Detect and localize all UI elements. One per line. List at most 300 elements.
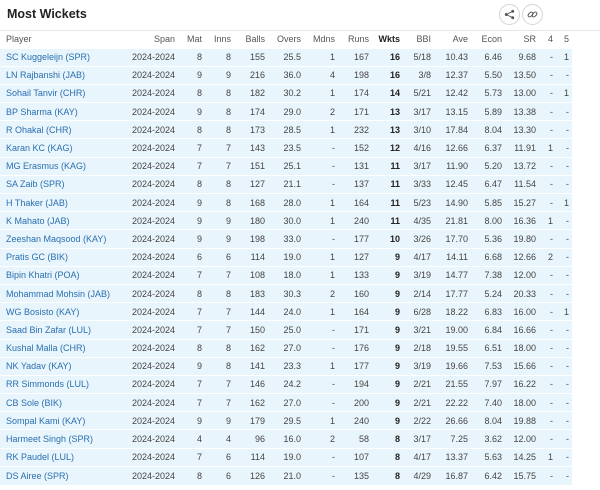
economy-cell: 7.53 <box>471 357 505 375</box>
matches-cell: 7 <box>178 375 205 393</box>
player-name-cell[interactable]: Zeeshan Maqsood (KAY) <box>0 230 128 248</box>
five-wicket-hauls-cell: - <box>556 448 572 466</box>
runs-cell: 107 <box>338 448 372 466</box>
strike-rate-cell: 15.75 <box>505 466 539 484</box>
runs-cell: 171 <box>338 103 372 121</box>
span-cell: 2024-2024 <box>128 266 178 284</box>
player-name-cell[interactable]: RR Simmonds (LUL) <box>0 375 128 393</box>
innings-cell: 7 <box>205 375 234 393</box>
maidens-cell: 4 <box>304 66 338 84</box>
column-header-five-wickets[interactable]: 5 <box>563 34 569 45</box>
matches-cell: 7 <box>178 303 205 321</box>
wickets-cell: 10 <box>372 230 403 248</box>
balls-cell: 146 <box>234 375 268 393</box>
matches-cell: 7 <box>178 394 205 412</box>
matches-cell: 9 <box>178 357 205 375</box>
economy-cell: 7.38 <box>471 266 505 284</box>
column-header-econ[interactable]: Econ <box>481 34 502 45</box>
best-bowling-cell: 4/17 <box>403 248 434 266</box>
average-cell: 16.87 <box>434 466 471 484</box>
balls-cell: 182 <box>234 84 268 102</box>
maidens-cell: 2 <box>304 103 338 121</box>
strike-rate-cell: 18.00 <box>505 339 539 357</box>
runs-cell: 160 <box>338 284 372 302</box>
strike-rate-cell: 19.88 <box>505 412 539 430</box>
table-row <box>0 175 572 193</box>
four-wicket-hauls-cell: - <box>539 66 556 84</box>
span-cell: 2024-2024 <box>128 303 178 321</box>
wickets-table <box>0 31 572 485</box>
best-bowling-cell: 4/35 <box>403 212 434 230</box>
economy-cell: 6.51 <box>471 339 505 357</box>
player-name-cell[interactable]: Saad Bin Zafar (LUL) <box>0 321 128 339</box>
five-wicket-hauls-cell: - <box>556 157 572 175</box>
runs-cell: 133 <box>338 266 372 284</box>
average-cell: 11.90 <box>434 157 471 175</box>
matches-cell: 7 <box>178 266 205 284</box>
span-cell: 2024-2024 <box>128 66 178 84</box>
column-header-span[interactable]: Span <box>153 34 175 45</box>
wickets-cell: 9 <box>372 266 403 284</box>
balls-cell: 108 <box>234 266 268 284</box>
table-body <box>0 48 572 485</box>
matches-cell: 8 <box>178 84 205 102</box>
span-cell: 2024-2024 <box>128 466 178 484</box>
matches-cell: 8 <box>178 339 205 357</box>
span-cell: 2024-2024 <box>128 194 178 212</box>
matches-cell: 9 <box>178 212 205 230</box>
table-row <box>0 103 572 121</box>
average-cell: 21.55 <box>434 375 471 393</box>
wickets-cell: 8 <box>372 466 403 484</box>
span-cell: 2024-2024 <box>128 375 178 393</box>
overs-cell: 21.1 <box>268 175 304 193</box>
best-bowling-cell: 3/26 <box>403 230 434 248</box>
five-wicket-hauls-cell: - <box>556 430 572 448</box>
span-cell: 2024-2024 <box>128 248 178 266</box>
player-name-cell[interactable]: Pratis GC (BIK) <box>0 248 128 266</box>
span-cell: 2024-2024 <box>128 430 178 448</box>
table-row <box>0 357 572 375</box>
overs-cell: 29.5 <box>268 412 304 430</box>
four-wicket-hauls-cell: 1 <box>539 212 556 230</box>
economy-cell: 5.36 <box>471 230 505 248</box>
balls-cell: 151 <box>234 157 268 175</box>
overs-cell: 30.0 <box>268 212 304 230</box>
wickets-cell: 16 <box>372 66 403 84</box>
innings-cell: 8 <box>205 103 234 121</box>
runs-cell: 176 <box>338 339 372 357</box>
wickets-cell: 9 <box>372 321 403 339</box>
page-title: Most Wickets <box>7 7 87 21</box>
innings-cell: 9 <box>205 212 234 230</box>
balls-cell: 180 <box>234 212 268 230</box>
runs-cell: 135 <box>338 466 372 484</box>
runs-cell: 171 <box>338 321 372 339</box>
four-wicket-hauls-cell: - <box>539 412 556 430</box>
best-bowling-cell: 2/14 <box>403 284 434 302</box>
economy-cell: 5.89 <box>471 103 505 121</box>
runs-cell: 127 <box>338 248 372 266</box>
overs-cell: 28.5 <box>268 121 304 139</box>
average-cell: 26.66 <box>434 412 471 430</box>
matches-cell: 6 <box>178 248 205 266</box>
innings-cell: 8 <box>205 175 234 193</box>
wickets-cell: 9 <box>372 357 403 375</box>
average-cell: 14.77 <box>434 266 471 284</box>
five-wicket-hauls-cell: - <box>556 357 572 375</box>
economy-cell: 6.68 <box>471 248 505 266</box>
column-header-runs[interactable]: Runs <box>347 34 369 45</box>
five-wicket-hauls-cell: - <box>556 66 572 84</box>
maidens-cell: 1 <box>304 121 338 139</box>
best-bowling-cell: 2/21 <box>403 394 434 412</box>
innings-cell: 7 <box>205 303 234 321</box>
innings-cell: 7 <box>205 321 234 339</box>
share-icon <box>504 9 515 20</box>
player-name-cell[interactable]: Mohammad Mohsin (JAB) <box>0 284 128 302</box>
maidens-cell: - <box>304 448 338 466</box>
innings-cell: 6 <box>205 466 234 484</box>
strike-rate-cell: 11.54 <box>505 175 539 193</box>
five-wicket-hauls-cell: 1 <box>556 303 572 321</box>
four-wicket-hauls-cell: - <box>539 430 556 448</box>
economy-cell: 6.84 <box>471 321 505 339</box>
table-row <box>0 430 572 448</box>
balls-cell: 144 <box>234 303 268 321</box>
maidens-cell: 1 <box>304 84 338 102</box>
table-row <box>0 394 572 412</box>
innings-cell: 7 <box>205 139 234 157</box>
innings-cell: 7 <box>205 394 234 412</box>
five-wicket-hauls-cell: - <box>556 394 572 412</box>
five-wicket-hauls-cell: - <box>556 266 572 284</box>
average-cell: 14.11 <box>434 248 471 266</box>
overs-cell: 19.0 <box>268 248 304 266</box>
best-bowling-cell: 4/29 <box>403 466 434 484</box>
four-wicket-hauls-cell: - <box>539 84 556 102</box>
innings-cell: 8 <box>205 48 234 66</box>
table-row <box>0 66 572 84</box>
player-name-cell[interactable]: Sompal Kami (KAY) <box>0 412 128 430</box>
player-name-cell[interactable]: Karan KC (KAG) <box>0 139 128 157</box>
link-icon <box>527 9 538 20</box>
span-cell: 2024-2024 <box>128 357 178 375</box>
copy-link-button[interactable] <box>522 4 543 25</box>
four-wicket-hauls-cell: - <box>539 284 556 302</box>
strike-rate-cell: 16.22 <box>505 375 539 393</box>
overs-cell: 25.1 <box>268 157 304 175</box>
wickets-cell: 13 <box>372 103 403 121</box>
matches-cell: 4 <box>178 430 205 448</box>
innings-cell: 8 <box>205 194 234 212</box>
column-header-mdns[interactable]: Mdns <box>312 34 335 45</box>
average-cell: 19.00 <box>434 321 471 339</box>
matches-cell: 9 <box>178 66 205 84</box>
matches-cell: 9 <box>178 103 205 121</box>
overs-cell: 30.3 <box>268 284 304 302</box>
four-wicket-hauls-cell: - <box>539 321 556 339</box>
column-header-sr[interactable]: SR <box>523 34 536 45</box>
maidens-cell: - <box>304 157 338 175</box>
economy-cell: 7.97 <box>471 375 505 393</box>
average-cell: 22.22 <box>434 394 471 412</box>
average-cell: 21.81 <box>434 212 471 230</box>
table-row <box>0 194 572 212</box>
strike-rate-cell: 13.50 <box>505 66 539 84</box>
overs-cell: 27.0 <box>268 394 304 412</box>
strike-rate-cell: 16.66 <box>505 321 539 339</box>
best-bowling-cell: 5/23 <box>403 194 434 212</box>
player-name-cell[interactable]: K Mahato (JAB) <box>0 212 128 230</box>
average-cell: 12.37 <box>434 66 471 84</box>
player-name-cell[interactable]: RK Paudel (LUL) <box>0 448 128 466</box>
wickets-cell: 12 <box>372 139 403 157</box>
player-name-cell[interactable]: BP Sharma (KAY) <box>0 103 128 121</box>
runs-cell: 174 <box>338 84 372 102</box>
overs-cell: 18.0 <box>268 266 304 284</box>
five-wicket-hauls-cell: - <box>556 466 572 484</box>
matches-cell: 8 <box>178 121 205 139</box>
maidens-cell: 2 <box>304 430 338 448</box>
four-wicket-hauls-cell: - <box>539 375 556 393</box>
runs-cell: 131 <box>338 157 372 175</box>
table-row <box>0 339 572 357</box>
innings-cell: 9 <box>205 412 234 430</box>
innings-cell: 8 <box>205 357 234 375</box>
overs-cell: 21.0 <box>268 466 304 484</box>
player-name-cell[interactable]: Kushal Malla (CHR) <box>0 339 128 357</box>
column-header-player[interactable]: Player <box>6 34 32 45</box>
matches-cell: 8 <box>178 284 205 302</box>
player-name-cell[interactable]: WG Bosisto (KAY) <box>0 303 128 321</box>
player-name-cell[interactable]: Bipin Khatri (POA) <box>0 266 128 284</box>
maidens-cell: 1 <box>304 303 338 321</box>
runs-cell: 137 <box>338 175 372 193</box>
table-row <box>0 157 572 175</box>
overs-cell: 30.2 <box>268 84 304 102</box>
strike-rate-cell: 12.00 <box>505 430 539 448</box>
column-header-bbi[interactable]: BBI <box>416 34 431 45</box>
innings-cell: 4 <box>205 430 234 448</box>
average-cell: 13.15 <box>434 103 471 121</box>
balls-cell: 162 <box>234 339 268 357</box>
overs-cell: 25.0 <box>268 321 304 339</box>
maidens-cell: - <box>304 339 338 357</box>
table-header-row <box>0 31 572 48</box>
overs-cell: 24.0 <box>268 303 304 321</box>
five-wicket-hauls-cell: 1 <box>556 194 572 212</box>
table-row <box>0 212 572 230</box>
best-bowling-cell: 5/21 <box>403 84 434 102</box>
balls-cell: 173 <box>234 121 268 139</box>
player-name-cell[interactable]: H Thaker (JAB) <box>0 194 128 212</box>
strike-rate-cell: 15.66 <box>505 357 539 375</box>
four-wicket-hauls-cell: - <box>539 48 556 66</box>
span-cell: 2024-2024 <box>128 321 178 339</box>
maidens-cell: - <box>304 230 338 248</box>
wickets-cell: 9 <box>372 339 403 357</box>
player-name-cell[interactable]: SA Zaib (SPR) <box>0 175 128 193</box>
best-bowling-cell: 4/16 <box>403 139 434 157</box>
best-bowling-cell: 3/33 <box>403 175 434 193</box>
average-cell: 12.66 <box>434 139 471 157</box>
wickets-cell: 8 <box>372 448 403 466</box>
best-bowling-cell: 2/21 <box>403 375 434 393</box>
best-bowling-cell: 3/21 <box>403 321 434 339</box>
four-wicket-hauls-cell: - <box>539 157 556 175</box>
best-bowling-cell: 4/17 <box>403 448 434 466</box>
balls-cell: 168 <box>234 194 268 212</box>
innings-cell: 8 <box>205 121 234 139</box>
five-wicket-hauls-cell: - <box>556 321 572 339</box>
column-header-ave[interactable]: Ave <box>452 34 468 45</box>
best-bowling-cell: 3/17 <box>403 430 434 448</box>
balls-cell: 114 <box>234 448 268 466</box>
column-header-overs[interactable]: Overs <box>276 34 301 45</box>
table-row <box>0 466 572 484</box>
balls-cell: 150 <box>234 321 268 339</box>
economy-cell: 3.62 <box>471 430 505 448</box>
average-cell: 7.25 <box>434 430 471 448</box>
best-bowling-cell: 3/8 <box>403 66 434 84</box>
best-bowling-cell: 2/18 <box>403 339 434 357</box>
economy-cell: 5.73 <box>471 84 505 102</box>
player-name-cell[interactable]: SC Kuggeleijn (SPR) <box>0 48 128 66</box>
table-row <box>0 248 572 266</box>
strike-rate-cell: 20.33 <box>505 284 539 302</box>
four-wicket-hauls-cell: - <box>539 103 556 121</box>
table-row <box>0 121 572 139</box>
player-name-cell[interactable]: Harmeet Singh (SPR) <box>0 430 128 448</box>
balls-cell: 114 <box>234 248 268 266</box>
player-name-cell[interactable]: LN Rajbanshi (JAB) <box>0 66 128 84</box>
overs-cell: 28.0 <box>268 194 304 212</box>
table-row <box>0 412 572 430</box>
maidens-cell: - <box>304 375 338 393</box>
strike-rate-cell: 14.25 <box>505 448 539 466</box>
strike-rate-cell: 16.00 <box>505 303 539 321</box>
column-header-inns[interactable]: Inns <box>213 34 231 45</box>
economy-cell: 6.46 <box>471 48 505 66</box>
matches-cell: 9 <box>178 412 205 430</box>
player-name-cell[interactable]: NK Yadav (KAY) <box>0 357 128 375</box>
strike-rate-cell: 11.91 <box>505 139 539 157</box>
average-cell: 17.77 <box>434 284 471 302</box>
average-cell: 12.45 <box>434 175 471 193</box>
strike-rate-cell: 13.30 <box>505 121 539 139</box>
strike-rate-cell: 16.36 <box>505 212 539 230</box>
share-button[interactable] <box>499 4 520 25</box>
average-cell: 17.70 <box>434 230 471 248</box>
player-name-cell[interactable]: MG Erasmus (KAG) <box>0 157 128 175</box>
strike-rate-cell: 13.72 <box>505 157 539 175</box>
table-row <box>0 284 572 302</box>
span-cell: 2024-2024 <box>128 394 178 412</box>
economy-cell: 6.37 <box>471 139 505 157</box>
economy-cell: 6.83 <box>471 303 505 321</box>
strike-rate-cell: 15.27 <box>505 194 539 212</box>
span-cell: 2024-2024 <box>128 103 178 121</box>
maidens-cell: 1 <box>304 194 338 212</box>
average-cell: 18.22 <box>434 303 471 321</box>
five-wicket-hauls-cell: - <box>556 212 572 230</box>
economy-cell: 5.63 <box>471 448 505 466</box>
average-cell: 19.66 <box>434 357 471 375</box>
maidens-cell: - <box>304 321 338 339</box>
wickets-cell: 11 <box>372 175 403 193</box>
strike-rate-cell: 13.38 <box>505 103 539 121</box>
balls-cell: 126 <box>234 466 268 484</box>
matches-cell: 9 <box>178 230 205 248</box>
five-wicket-hauls-cell: - <box>556 175 572 193</box>
column-header-four-wickets[interactable]: 4 <box>547 34 553 45</box>
best-bowling-cell: 3/17 <box>403 157 434 175</box>
runs-cell: 200 <box>338 394 372 412</box>
column-header-balls[interactable]: Balls <box>245 34 265 45</box>
best-bowling-cell: 3/19 <box>403 266 434 284</box>
balls-cell: 155 <box>234 48 268 66</box>
four-wicket-hauls-cell: - <box>539 266 556 284</box>
economy-cell: 7.40 <box>471 394 505 412</box>
innings-cell: 9 <box>205 66 234 84</box>
economy-cell: 8.04 <box>471 121 505 139</box>
column-header-wkts[interactable]: Wkts <box>378 34 400 45</box>
balls-cell: 96 <box>234 430 268 448</box>
five-wicket-hauls-cell: - <box>556 248 572 266</box>
five-wicket-hauls-cell: - <box>556 139 572 157</box>
four-wicket-hauls-cell: - <box>539 466 556 484</box>
maidens-cell: 1 <box>304 412 338 430</box>
maidens-cell: 1 <box>304 48 338 66</box>
average-cell: 13.37 <box>434 448 471 466</box>
strike-rate-cell: 19.80 <box>505 230 539 248</box>
table-row <box>0 321 572 339</box>
five-wicket-hauls-cell: - <box>556 284 572 302</box>
maidens-cell: 1 <box>304 266 338 284</box>
span-cell: 2024-2024 <box>128 448 178 466</box>
balls-cell: 141 <box>234 357 268 375</box>
table-row <box>0 303 572 321</box>
four-wicket-hauls-cell: - <box>539 303 556 321</box>
wickets-cell: 9 <box>372 284 403 302</box>
column-header-mat[interactable]: Mat <box>186 34 202 45</box>
average-cell: 14.90 <box>434 194 471 212</box>
innings-cell: 9 <box>205 230 234 248</box>
four-wicket-hauls-cell: 1 <box>539 139 556 157</box>
best-bowling-cell: 3/17 <box>403 103 434 121</box>
overs-cell: 23.5 <box>268 139 304 157</box>
maidens-cell: 1 <box>304 212 338 230</box>
span-cell: 2024-2024 <box>128 48 178 66</box>
wickets-cell: 11 <box>372 157 403 175</box>
player-name-cell[interactable]: Sohail Tanvir (CHR) <box>0 84 128 102</box>
table-row <box>0 266 572 284</box>
average-cell: 10.43 <box>434 48 471 66</box>
runs-cell: 152 <box>338 139 372 157</box>
wickets-cell: 9 <box>372 394 403 412</box>
player-name-cell[interactable]: R Ohakal (CHR) <box>0 121 128 139</box>
player-name-cell[interactable]: DS Airee (SPR) <box>0 466 128 484</box>
matches-cell: 7 <box>178 157 205 175</box>
four-wicket-hauls-cell: - <box>539 357 556 375</box>
innings-cell: 8 <box>205 339 234 357</box>
best-bowling-cell: 2/22 <box>403 412 434 430</box>
five-wicket-hauls-cell: - <box>556 230 572 248</box>
overs-cell: 16.0 <box>268 430 304 448</box>
innings-cell: 8 <box>205 284 234 302</box>
player-name-cell[interactable]: CB Sole (BIK) <box>0 394 128 412</box>
